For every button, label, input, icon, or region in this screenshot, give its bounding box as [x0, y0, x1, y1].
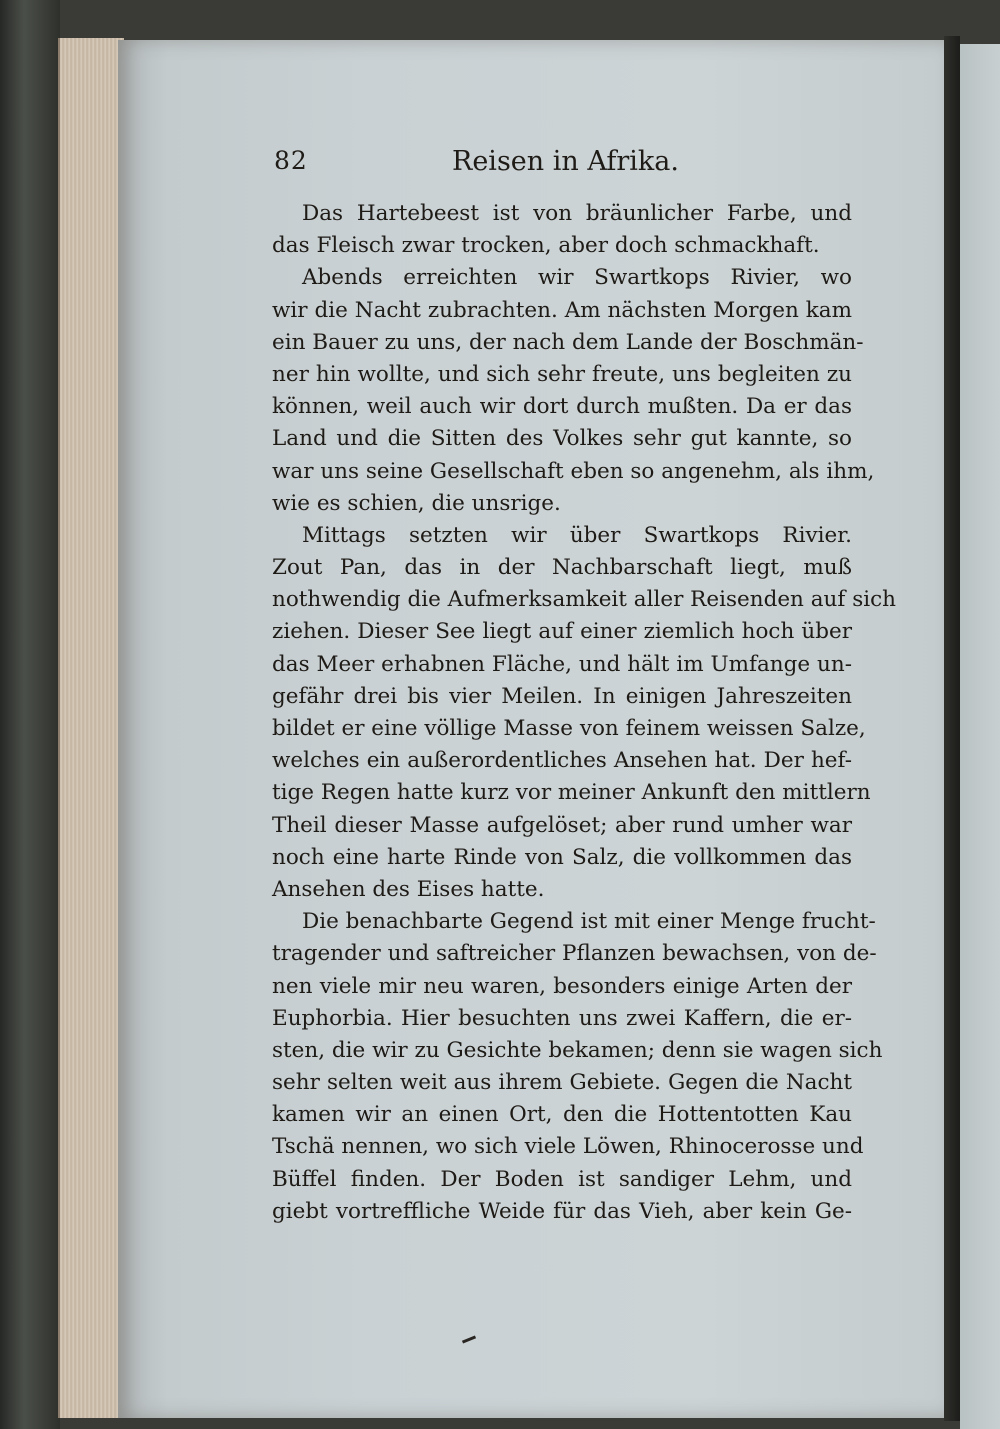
book-gutter — [944, 36, 960, 1421]
text-line: Büffel finden. Der Boden ist sandiger Lehm, und — [272, 1166, 852, 1192]
text-line: nen viele mir neu waren, besonders einige Arten der — [272, 973, 852, 999]
text-line: kamen wir an einen Ort, den die Hottentotten Kau — [272, 1102, 852, 1128]
text-line: tragender und saftreicher Pflanzen bewachsen, von de- — [272, 941, 877, 967]
text-line: bildet er eine völlige Masse von feinem weissen Salze, — [272, 716, 866, 741]
text-line: Land und die Sitten des Volkes sehr gut kannte, so — [272, 426, 852, 452]
text-line: ner hin wollte, und sich sehr freute, uns begleiten zu — [272, 361, 852, 387]
page-number: 82 — [274, 146, 308, 175]
text-line: das Meer erhabnen Fläche, und hält im Umfange un- — [272, 651, 852, 677]
page-header — [272, 146, 832, 186]
text-line: Die benachbarte Gegend ist mit einer Menge frucht- — [302, 909, 876, 935]
text-line: Ansehen des Eises hatte. — [272, 876, 545, 902]
text-line: tige Regen hatte kurz vor meiner Ankunft den mittlern — [272, 780, 871, 806]
text-line: Abends erreichten wir Swartkops Rivier, wo — [302, 265, 852, 291]
text-line: Das Hartebeest ist von bräunlicher Farbe, und — [302, 201, 852, 226]
text-line: wir die Nacht zubrachten. Am nächsten Morgen kam — [272, 297, 852, 323]
text-line: sehr selten weit aus ihrem Gebiete. Gegen die Nacht — [272, 1070, 852, 1096]
running-title: Reisen in Afrika. — [452, 146, 679, 177]
text-line: Mittags setzten wir über Swartkops Rivier. — [302, 522, 852, 548]
text-line: gefähr drei bis vier Meilen. In einigen Jahreszeiten — [272, 683, 852, 709]
text-line: Tschä nennen, wo sich viele Löwen, Rhinocerosse und — [272, 1134, 864, 1160]
text-line: war uns seine Gesellschaft eben so angenehm, als ihm, — [272, 458, 875, 484]
book-cover-edge — [0, 0, 60, 1429]
text-line: Theil dieser Masse aufgelöset; aber rund umher war — [272, 812, 852, 838]
text-line: noch eine harte Rinde von Salz, die vollkommen das — [272, 844, 852, 870]
text-line: nothwendig die Aufmerksamkeit aller Reisenden auf sich — [272, 587, 896, 613]
text-line: sten, die wir zu Gesichte bekamen; denn sie wagen sich — [272, 1037, 883, 1063]
page-edges — [58, 38, 124, 1418]
text-line: wie es schien, die unsrige. — [272, 490, 561, 516]
text-line: das Fleisch zwar trocken, aber doch schmackhaft. — [272, 233, 820, 259]
text-line: ein Bauer zu uns, der nach dem Lande der Boschmän- — [272, 329, 864, 355]
text-line: Euphorbia. Hier besuchten uns zwei Kaffern, die er- — [272, 1005, 852, 1031]
text-line: ziehen. Dieser See liegt auf einer ziemlich hoch über — [272, 619, 852, 645]
text-line: welches ein außerordentliches Ansehen hat. Der hef- — [272, 748, 852, 774]
text-line: Zout Pan, das in der Nachbarschaft liegt, muß — [272, 555, 852, 581]
text-line: giebt vortreffliche Weide für das Vieh, aber kein Ge- — [272, 1198, 852, 1224]
body-text — [272, 198, 896, 1228]
text-line: können, weil auch wir dort durch mußten. Da er das — [272, 394, 852, 420]
facing-page-edge — [960, 44, 1000, 1429]
